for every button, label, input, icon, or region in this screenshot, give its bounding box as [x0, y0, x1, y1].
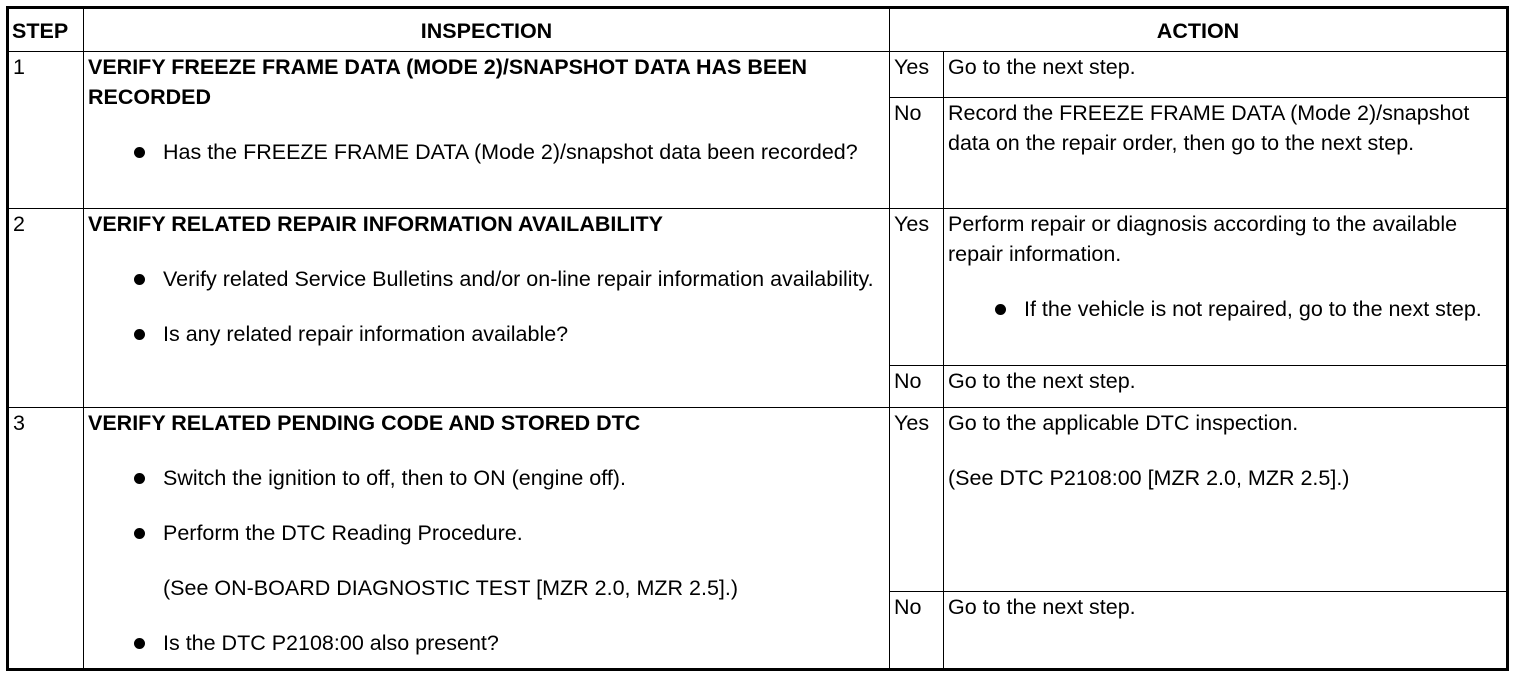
- list-item: [88, 628, 885, 658]
- action-column-header: ACTION: [890, 8, 1508, 52]
- step-number: 2: [8, 209, 84, 408]
- step-number: 1: [8, 52, 84, 209]
- inspection-bullets: [88, 264, 885, 349]
- yes-action: Perform repair or diagnosis according to the available repair information.: [948, 212, 1458, 266]
- bullet-text: Has the FREEZE FRAME DATA (Mode 2)/snapshot data been recorded?: [163, 140, 858, 164]
- step-number: 3: [8, 408, 84, 670]
- bullet-icon: [134, 473, 145, 484]
- inspection-title: VERIFY RELATED REPAIR INFORMATION AVAILABILITY: [88, 212, 663, 236]
- step-column-header: STEP: [8, 8, 84, 52]
- inspection-cell: [84, 209, 890, 408]
- reference-note: (See ON-BOARD DIAGNOSTIC TEST [MZR 2.0, MZR 2.5].): [163, 576, 739, 600]
- inspection-bullets: [88, 137, 885, 167]
- no-action: Go to the next step.: [944, 592, 1508, 670]
- bullet-icon: [134, 147, 145, 158]
- list-item: [88, 518, 885, 548]
- no-action: Record the FREEZE FRAME DATA (Mode 2)/snapshot data on the repair order, then go to the next step.: [944, 98, 1508, 209]
- list-item: [88, 463, 885, 493]
- table-header-row: [8, 8, 1508, 52]
- bullet-icon: [134, 638, 145, 649]
- yes-action-cell: [944, 209, 1508, 366]
- reference-note: (See DTC P2108:00 [MZR 2.0, MZR 2.5].): [948, 466, 1350, 490]
- yes-label: Yes: [890, 408, 944, 592]
- inspection-title: VERIFY RELATED PENDING CODE AND STORED DTC: [88, 411, 641, 435]
- list-item: [948, 294, 1502, 324]
- inspection-bullets: [88, 628, 885, 658]
- no-action: Go to the next step.: [944, 366, 1508, 408]
- bullet-text: Is the DTC P2108:00 also present?: [163, 631, 499, 655]
- action-bullets: [948, 294, 1502, 324]
- no-label: No: [890, 366, 944, 408]
- bullet-icon: [134, 329, 145, 340]
- inspection-title: VERIFY FREEZE FRAME DATA (MODE 2)/SNAPSHOT DATA HAS BEEN RECORDED: [88, 55, 808, 109]
- yes-label: Yes: [890, 209, 944, 366]
- no-label: No: [890, 98, 944, 209]
- bullet-text: If the vehicle is not repaired, go to the next step.: [1024, 297, 1482, 321]
- bullet-icon: [995, 304, 1006, 315]
- inspection-bullets: [88, 463, 885, 548]
- no-label: No: [890, 592, 944, 670]
- yes-action-cell: [944, 408, 1508, 592]
- bullet-text: Is any related repair information available?: [163, 322, 569, 346]
- yes-action: Go to the next step.: [944, 52, 1508, 98]
- table-row: [8, 408, 1508, 592]
- bullet-text: Perform the DTC Reading Procedure.: [163, 521, 523, 545]
- bullet-icon: [134, 274, 145, 285]
- inspection-column-header: INSPECTION: [84, 8, 890, 52]
- bullet-text: Switch the ignition to off, then to ON (engine off).: [163, 466, 626, 490]
- table-row: [8, 52, 1508, 98]
- list-item: [88, 319, 885, 349]
- list-item: [88, 137, 885, 167]
- inspection-cell: [84, 408, 890, 670]
- table-row: [8, 209, 1508, 366]
- yes-label: Yes: [890, 52, 944, 98]
- diagnostic-procedure-table: [6, 6, 1509, 671]
- bullet-icon: [134, 528, 145, 539]
- yes-action: Go to the applicable DTC inspection.: [948, 411, 1299, 435]
- list-item: [88, 264, 885, 294]
- bullet-text: Verify related Service Bulletins and/or on-line repair information availability.: [163, 267, 874, 291]
- inspection-cell: [84, 52, 890, 209]
